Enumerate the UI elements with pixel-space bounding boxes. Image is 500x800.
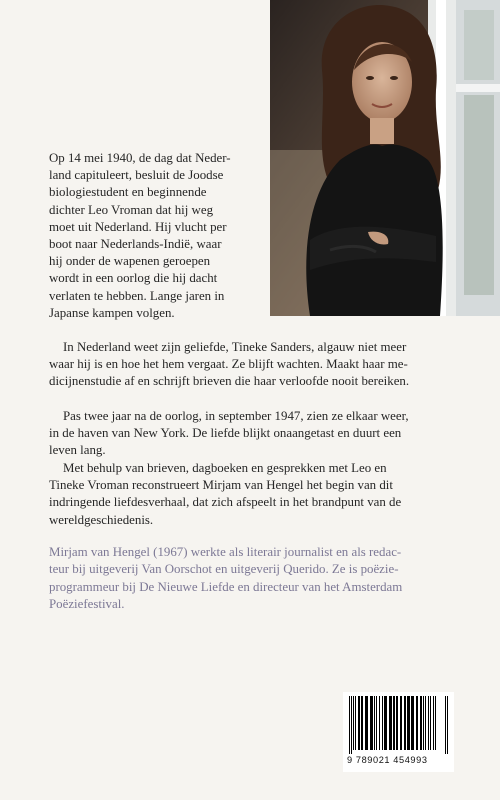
text-line: In Nederland weet zijn geliefde, Tineke Sanders, algauw niet meer (63, 340, 407, 354)
text-line: land capituleert, besluit de Joodse (49, 168, 224, 183)
barcode-bar (423, 696, 424, 750)
barcode-bar (365, 696, 368, 750)
text-line: wereldgeschiedenis. (49, 512, 154, 527)
barcode-bar (416, 696, 418, 750)
barcode-bar (428, 696, 429, 750)
bio-line: programmeur bij De Nieuwe Liefde en directeur van het Amsterdam (49, 579, 403, 594)
barcode-bar (353, 696, 354, 750)
barcode-guard-bar (351, 696, 352, 754)
barcode-bar (435, 696, 436, 750)
text-line: wordt in een oorlog die hij dacht (49, 271, 218, 286)
bio-line: Poëziefestival. (49, 597, 125, 612)
barcode-bar (425, 696, 426, 750)
barcode-bar (384, 696, 387, 750)
barcode-bar (400, 696, 402, 750)
text-line: verlaten te hebben. Lange jaren in (49, 288, 225, 303)
barcode-guard-bar (445, 696, 446, 754)
summary-paragraph-1 (49, 150, 264, 322)
text-line: dicijnenstudie af en schrijft brieven die haar verloofde nooit bereiken. (49, 374, 410, 389)
barcode-guard-bar (447, 696, 448, 754)
barcode-bar (382, 696, 383, 750)
barcode-bar (370, 696, 373, 750)
barcode-bar (355, 696, 356, 750)
bio-line: Mirjam van Hengel (1967) werkte als literair journalist en als redac- (49, 545, 402, 559)
text-line: moet uit Nederland. Hij vlucht per (49, 219, 227, 234)
text-line: dichter Leo Vroman dat hij weg (49, 202, 214, 217)
summary-paragraph-3 (49, 408, 457, 460)
barcode-bar (379, 696, 380, 750)
text-line: Pas twee jaar na de oorlog, in september 1947, zien ze elkaar weer, (63, 409, 409, 423)
barcode-bar (374, 696, 375, 750)
text-line: Op 14 mei 1940, de dag dat Neder- (49, 151, 231, 165)
text-line: Met behulp van brieven, dagboeken en gesprekken met Leo en (63, 461, 387, 475)
text-line: Tineke Vroman reconstrueert Mirjam van Hengel het begin van dit (49, 478, 393, 493)
barcode-bar (407, 696, 410, 750)
text-line: Japanse kampen volgen. (49, 305, 175, 320)
author-photo (270, 0, 500, 316)
isbn-number: 9 789021 454993 (347, 755, 428, 765)
barcode-guard-bar (349, 696, 350, 754)
text-line: boot naar Nederlands-Indië, waar (49, 237, 222, 252)
barcode-bar (411, 696, 414, 750)
text-line: waar hij is en hoe het hem vergaat. Ze blijft wachten. Maakt haar me- (49, 357, 408, 372)
barcode-bar (361, 696, 363, 750)
barcode-bar (430, 696, 431, 750)
barcode-bar (420, 696, 422, 750)
barcode-bar (393, 696, 395, 750)
bio-line: teur bij uitgeverij Van Oorschot en uitgeverij Querido. Ze is poëzie- (49, 562, 399, 577)
summary-paragraph-2 (49, 339, 457, 391)
barcode-bar (358, 696, 360, 750)
barcode-bar (433, 696, 434, 750)
barcode-bar (396, 696, 398, 750)
barcode-bar (404, 696, 406, 750)
text-line: hij onder de wapenen geroepen (49, 254, 211, 269)
barcode-bars (349, 696, 448, 754)
author-photo-illustration (270, 0, 500, 316)
text-line: leven lang. (49, 443, 106, 458)
author-bio (49, 544, 459, 614)
text-line: biologiestudent en beginnende (49, 185, 207, 200)
text-line: indringende liefdesverhaal, dat zich afspeelt in het brandpunt van de (49, 495, 402, 510)
barcode-bar (389, 696, 392, 750)
summary-paragraph-4 (49, 460, 457, 529)
isbn-barcode (343, 692, 454, 772)
barcode-bar (376, 696, 377, 750)
text-line: in de haven van New York. De liefde blijkt onaangetast en duurt een (49, 426, 402, 441)
